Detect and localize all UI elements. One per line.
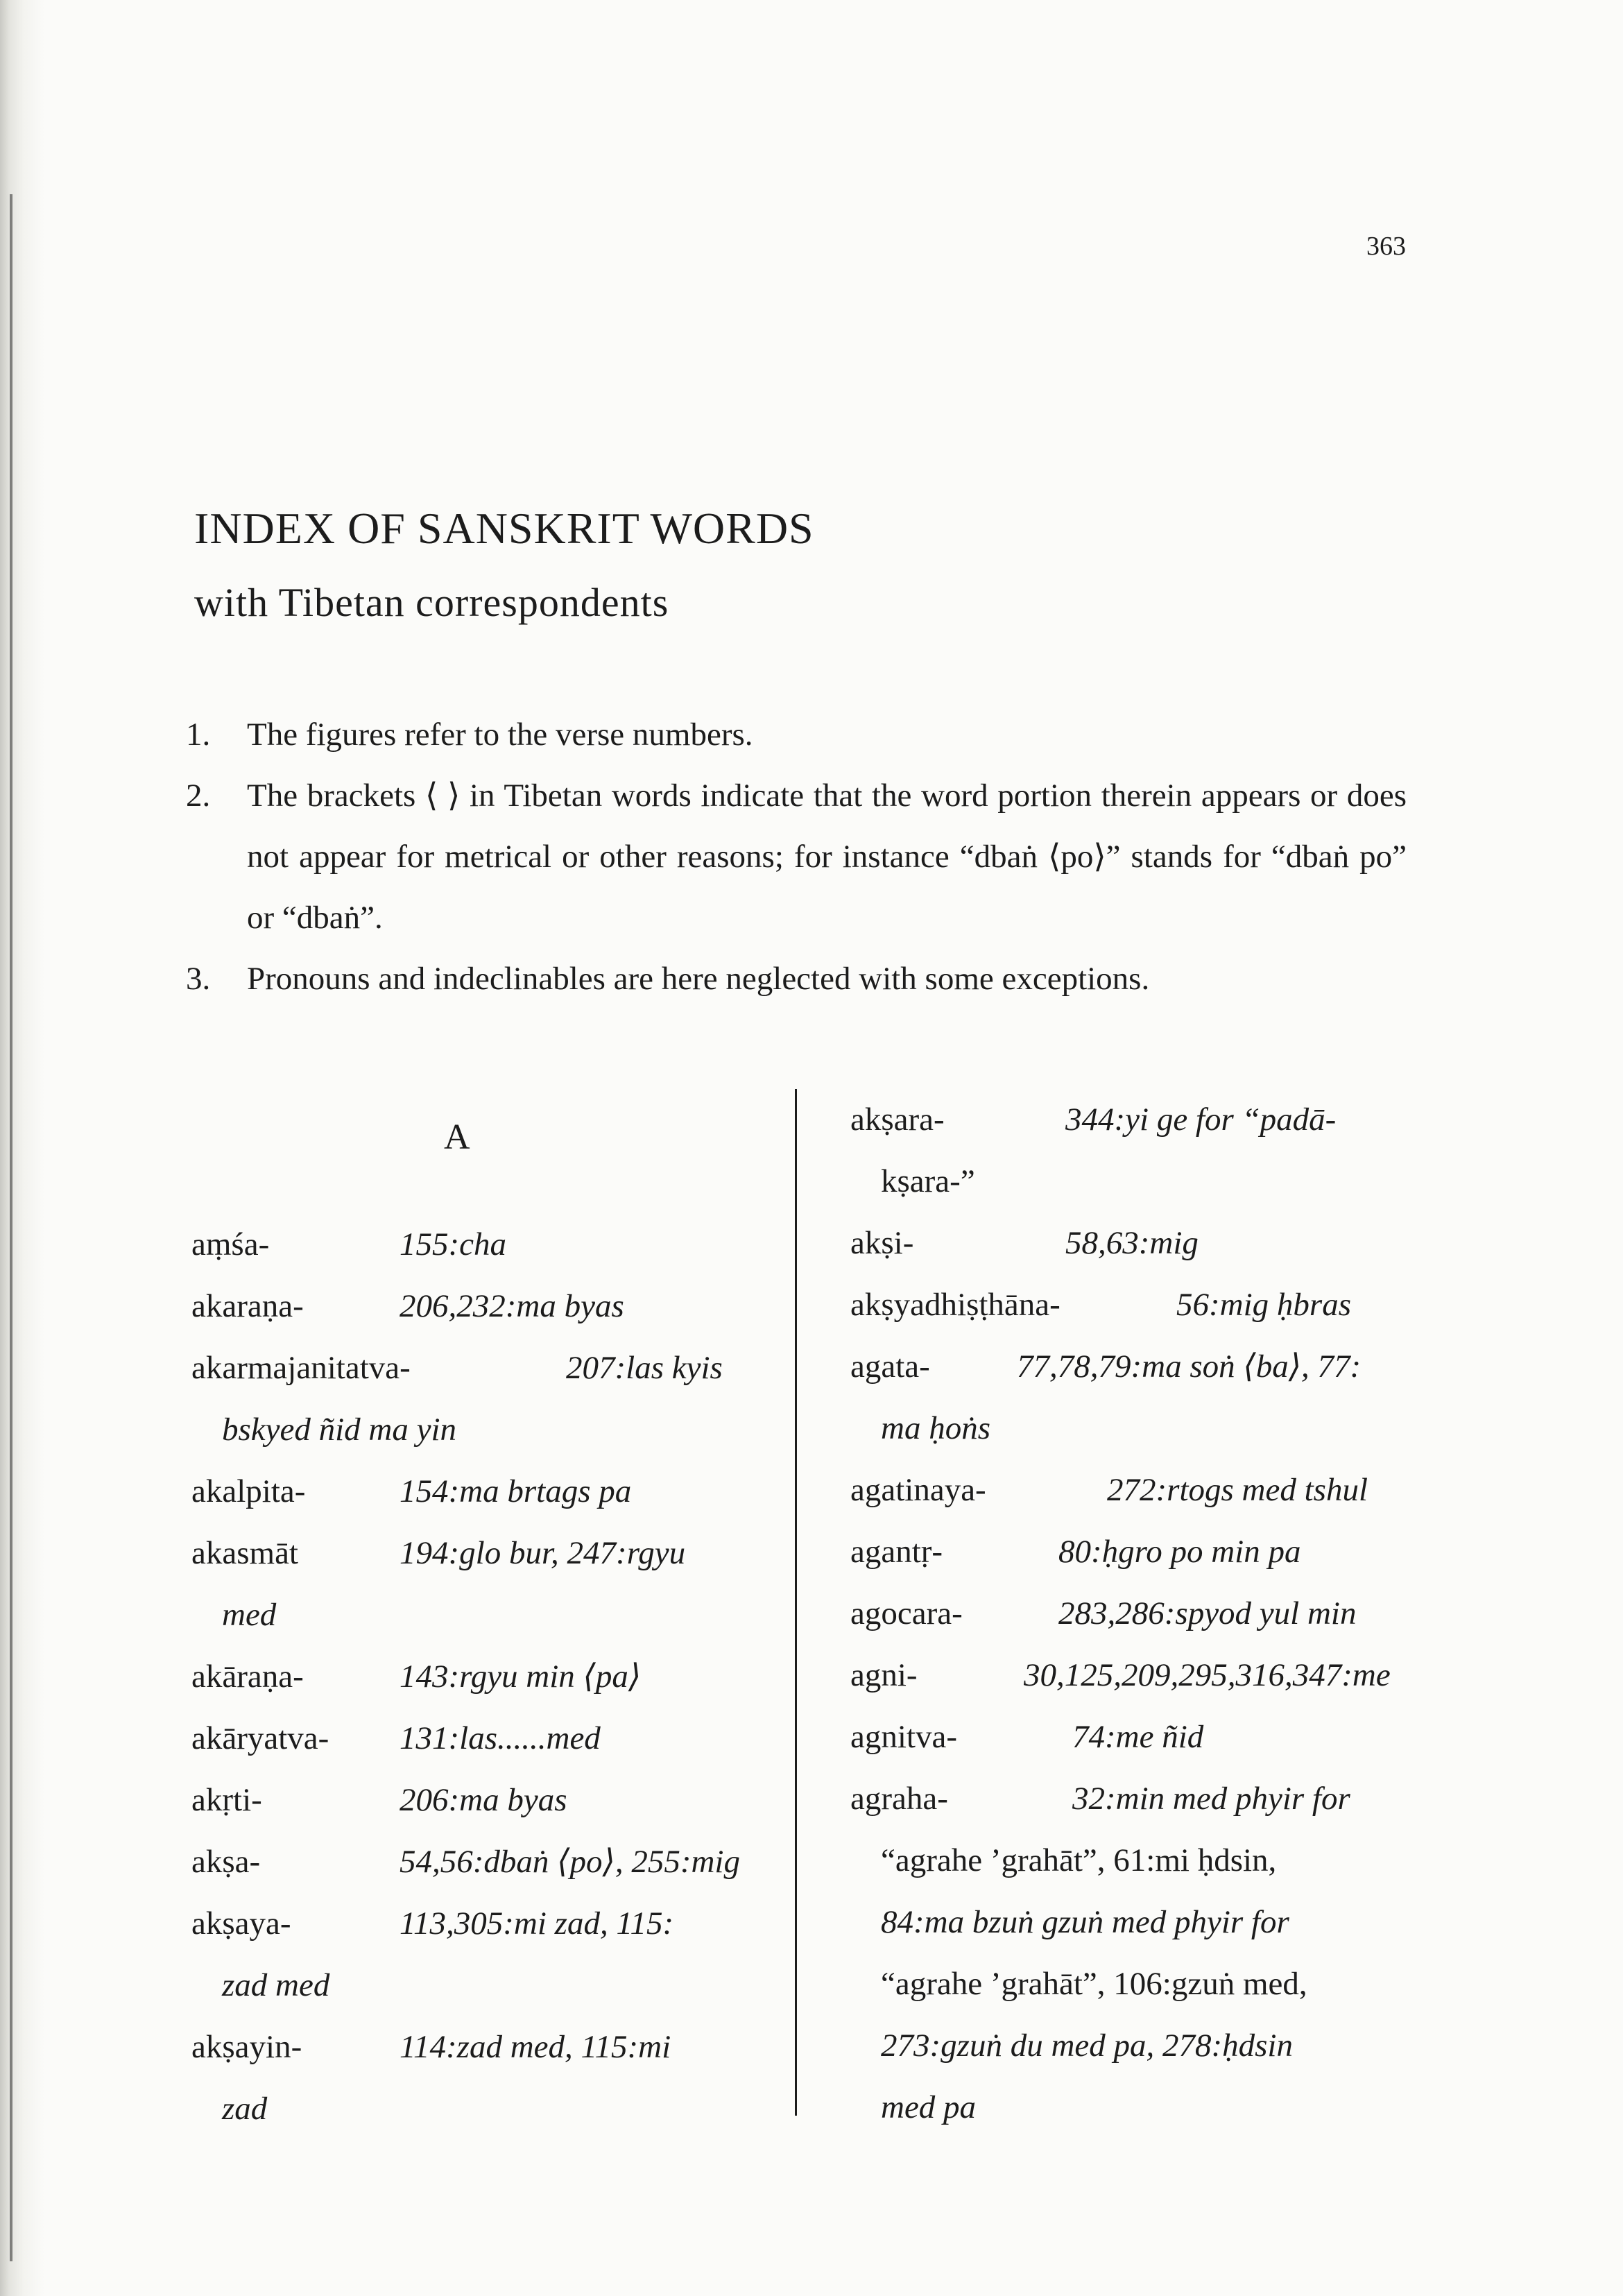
entry-continuation: med pa	[881, 2089, 977, 2125]
entry-text: 206,232:ma byas	[400, 1288, 624, 1324]
index-entry	[191, 1276, 750, 1337]
right-column	[850, 1089, 1412, 2139]
entry-text: 80:ḥgro po min pa	[1058, 1534, 1301, 1570]
note-text: Pronouns and indeclinables are here neglected with some exceptions.	[247, 961, 1150, 997]
headword: akasmāt	[191, 1535, 298, 1571]
note-text: The brackets ⟨ ⟩ in Tibetan words indicate that the word portion therein appears or does not appear for metrical or other reasons; for instance “dbaṅ ⟨po⟩” stands for “dbaṅ po” or “dbaṅ”.	[247, 778, 1407, 936]
index-entry	[191, 1523, 750, 1646]
headword: akṣaya-	[191, 1905, 291, 1942]
entry-text: 344:yi ge for “padā-	[1065, 1102, 1337, 1138]
index-entry	[191, 1214, 750, 1276]
entry-text: 155:cha	[400, 1226, 507, 1262]
entry-continuation: zad med	[222, 1967, 330, 2003]
headword: akṣyadhiṣṭhāna-	[850, 1287, 1060, 1323]
page-spine-shadow	[0, 0, 44, 2296]
headword: akṣayin-	[191, 2029, 302, 2065]
entry-text: 206:ma byas	[400, 1782, 567, 1818]
entry-text: 143:rgyu min ⟨pa⟩	[400, 1659, 642, 1695]
note-item	[186, 704, 1407, 765]
headword: akṣi-	[850, 1225, 914, 1261]
index-entry	[191, 1708, 750, 1770]
headword: akṣara-	[850, 1102, 945, 1138]
index-entry	[850, 1706, 1412, 1768]
entry-text: 56:mig ḥbras	[1176, 1287, 1351, 1323]
headword: agnitva-	[850, 1719, 957, 1755]
entry-text: 114:zad med, 115:mi	[400, 2029, 671, 2065]
note-number: 2.	[186, 778, 211, 814]
entry-continuation: “agrahe ’grahāt”, 106:gzuṅ med,	[881, 1966, 1307, 2002]
index-entry	[191, 1831, 750, 1893]
entry-text: 154:ma brtags pa	[400, 1473, 632, 1509]
note-number: 1.	[186, 717, 211, 753]
entry-continuation: kṣara-”	[881, 1163, 975, 1199]
index-entry	[850, 1521, 1412, 1583]
headword: aṃśa-	[191, 1226, 270, 1262]
entry-text: 54,56:dbaṅ ⟨po⟩, 255:mig	[400, 1844, 740, 1880]
index-entry	[191, 1893, 750, 2016]
entry-text: 131:las......med	[400, 1720, 601, 1756]
page-title: INDEX OF SANSKRIT WORDS	[194, 504, 814, 553]
page-number: 363	[1366, 232, 1406, 261]
index-entry	[850, 1336, 1412, 1459]
entry-continuation: 273:gzuṅ du med pa, 278:ḥdsin	[881, 2028, 1293, 2064]
headword: akāraṇa-	[191, 1659, 304, 1695]
headword: agatinaya-	[850, 1472, 986, 1508]
index-entry	[850, 1213, 1412, 1274]
entry-text: 74:me ñid	[1072, 1719, 1204, 1755]
headword: akaraṇa-	[191, 1288, 304, 1324]
entry-text: 58,63:mig	[1065, 1225, 1199, 1261]
section-letter: A	[444, 1117, 470, 1157]
headword: akṛti-	[191, 1782, 262, 1818]
entry-continuation: med	[222, 1597, 277, 1633]
index-entry	[191, 1461, 750, 1523]
entry-continuation: “agrahe ’grahāt”, 61:mi ḥdsin,	[881, 1842, 1277, 1878]
index-entry	[191, 2016, 750, 2140]
index-entry	[850, 1274, 1412, 1336]
page-subtitle: with Tibetan correspondents	[194, 580, 669, 625]
headword: agantṛ-	[850, 1534, 943, 1570]
headword: agraha-	[850, 1781, 948, 1817]
entry-text: 283,286:spyod yul min	[1058, 1595, 1357, 1631]
index-entry	[191, 1337, 750, 1461]
entry-text: 272:rtogs med tshul	[1107, 1472, 1368, 1508]
column-divider	[795, 1089, 797, 2116]
headword: akṣa-	[191, 1844, 261, 1880]
entry-text: 207:las kyis	[566, 1350, 723, 1386]
note-text: The figures refer to the verse numbers.	[247, 717, 753, 753]
index-entry	[191, 1770, 750, 1831]
notes-list	[186, 704, 1407, 1009]
index-entry	[850, 1645, 1412, 1706]
index-entry	[191, 1646, 750, 1708]
note-item	[186, 765, 1407, 948]
entry-continuation: bskyed ñid ma yin	[222, 1412, 457, 1448]
index-entry	[850, 1459, 1412, 1521]
note-number: 3.	[186, 961, 211, 997]
index-entry	[850, 1583, 1412, 1645]
index-entry	[850, 1768, 1412, 2139]
entry-text: 113,305:mi zad, 115:	[400, 1905, 674, 1942]
headword: agni-	[850, 1657, 918, 1693]
headword: agata-	[850, 1348, 930, 1385]
note-item	[186, 948, 1407, 1009]
left-column	[191, 1214, 750, 2140]
entry-text: 194:glo bur, 247:rgyu	[400, 1535, 686, 1571]
headword: agocara-	[850, 1595, 963, 1631]
index-entry	[850, 1089, 1412, 1213]
headword: akāryatva-	[191, 1720, 329, 1756]
entry-continuation: 84:ma bzuṅ gzuṅ med phyir for	[881, 1904, 1289, 1940]
headword: akalpita-	[191, 1473, 306, 1509]
entry-continuation: zad	[222, 2091, 268, 2127]
entry-text: 32:min med phyir for	[1072, 1781, 1350, 1817]
entry-text: 77,78,79:ma soṅ ⟨ba⟩, 77:	[1017, 1348, 1362, 1385]
headword: akarmajanitatva-	[191, 1350, 411, 1386]
entry-continuation: ma ḥoṅs	[881, 1410, 990, 1446]
entry-text: 30,125,209,295,316,347:me	[1024, 1657, 1391, 1693]
